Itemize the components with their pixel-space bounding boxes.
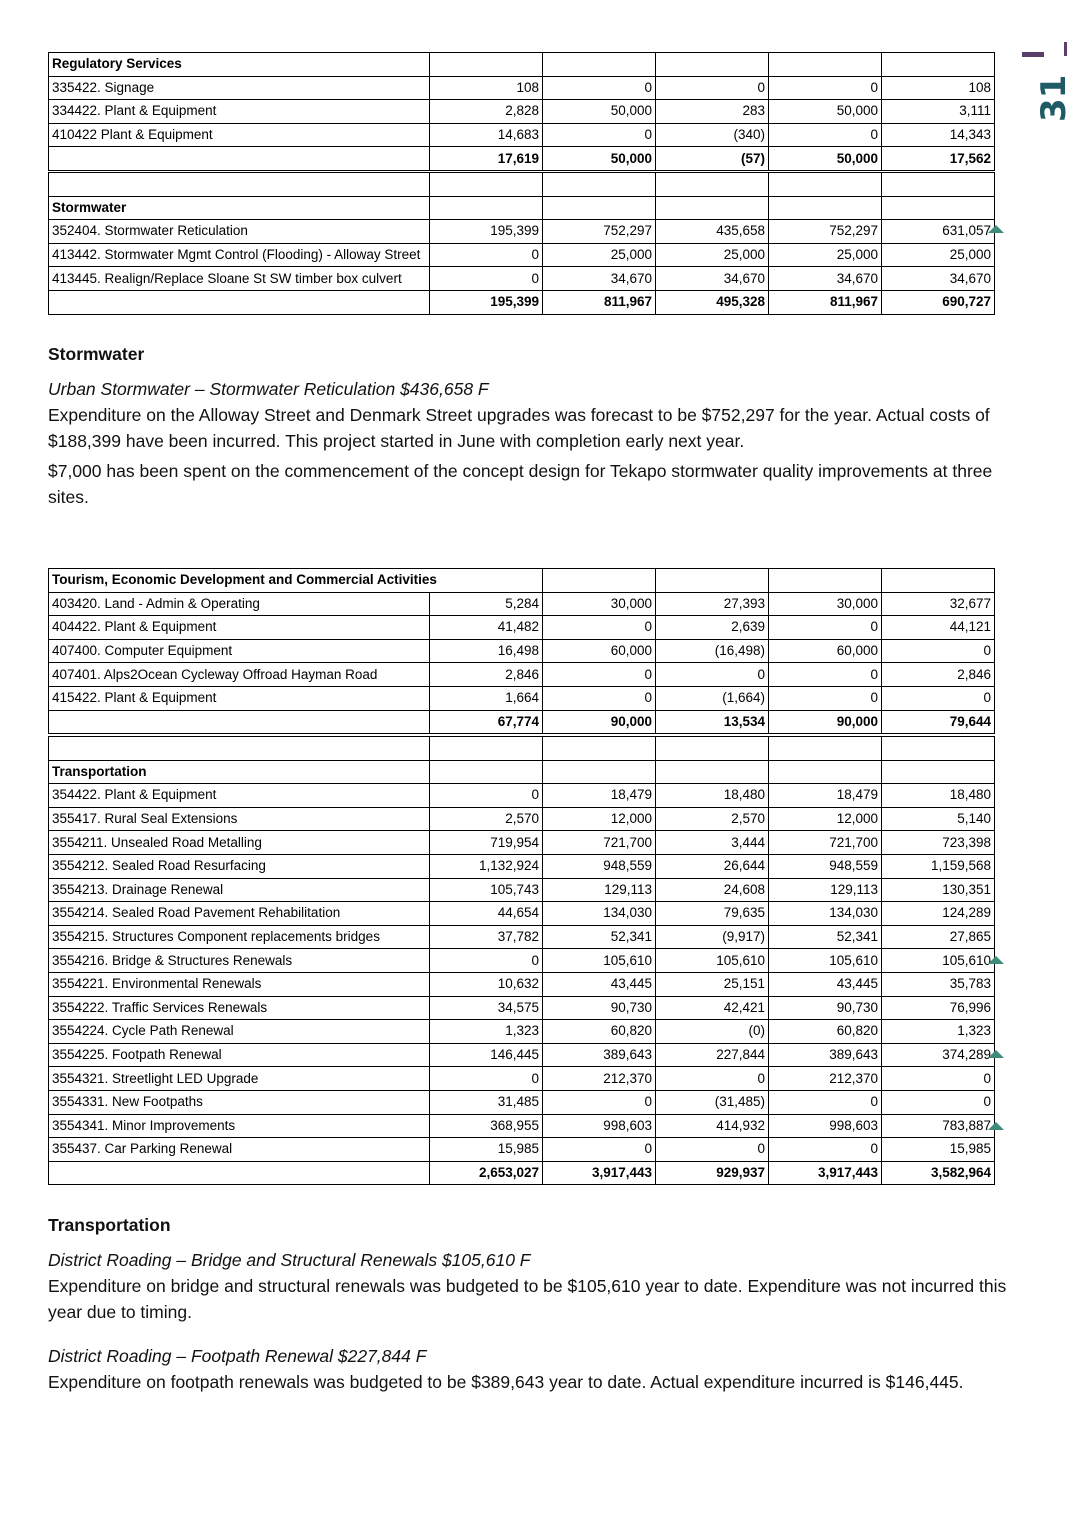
- table-row: [49, 1020, 995, 1044]
- row-label: 413442. Stormwater Mgmt Control (Flooding) - Alloway Street: [49, 243, 430, 267]
- row-label: 3554331. New Footpaths: [49, 1090, 430, 1114]
- table-row: [49, 100, 995, 124]
- row-value: 30,000: [769, 592, 882, 616]
- total-value: 811,967: [543, 290, 656, 314]
- total-row: [49, 1161, 995, 1185]
- total-value: 811,967: [769, 290, 882, 314]
- row-value: 0: [430, 949, 543, 973]
- row-value: 389,643: [543, 1043, 656, 1067]
- row-value: 2,639: [656, 616, 769, 640]
- row-label: 407401. Alps2Ocean Cycleway Offroad Hayman Road: [49, 663, 430, 687]
- row-value: 12,000: [769, 807, 882, 831]
- table-row: [49, 1067, 995, 1091]
- section-header: Regulatory Services: [49, 53, 430, 77]
- row-value: 90,730: [769, 996, 882, 1020]
- row-value: 44,654: [430, 902, 543, 926]
- total-value: 17,562: [882, 147, 995, 171]
- paragraph: Expenditure on footpath renewals was budgeted to be $389,643 year to date. Actual expenditure incurred is $146,445.: [48, 1372, 964, 1392]
- paragraph: $7,000 has been spent on the commencement of the concept design for Tekapo stormwater quality improvements at three sites.: [48, 461, 993, 507]
- row-value: 1,323: [430, 1020, 543, 1044]
- row-value: 14,343: [882, 123, 995, 147]
- row-value: 124,289: [882, 902, 995, 926]
- row-label: 404422. Plant & Equipment: [49, 616, 430, 640]
- table-row: [49, 784, 995, 808]
- row-value: 0: [656, 1138, 769, 1162]
- row-value: 0: [769, 1138, 882, 1162]
- row-label: 3554212. Sealed Road Resurfacing: [49, 854, 430, 878]
- total-row: [49, 147, 995, 171]
- table-header-row: [49, 53, 995, 77]
- row-value: 134,030: [769, 902, 882, 926]
- row-value: 134,030: [543, 902, 656, 926]
- row-value: 43,445: [543, 972, 656, 996]
- row-value: 105,610: [543, 949, 656, 973]
- total-row: [49, 710, 995, 734]
- row-value: 2,846: [882, 663, 995, 687]
- row-value: 129,113: [543, 878, 656, 902]
- row-value: 0: [543, 1138, 656, 1162]
- row-value: (340): [656, 123, 769, 147]
- row-value: 998,603: [769, 1114, 882, 1138]
- row-value: 15,985: [882, 1138, 995, 1162]
- row-label: 3554224. Cycle Path Renewal: [49, 1020, 430, 1044]
- row-value: 25,000: [882, 243, 995, 267]
- row-value: 105,610: [882, 949, 995, 973]
- table-row: [49, 123, 995, 147]
- total-value: 79,644: [882, 710, 995, 734]
- table-row: [49, 1090, 995, 1114]
- favourable-marker-icon: [988, 225, 1004, 233]
- row-value: 52,341: [769, 925, 882, 949]
- section-header: Stormwater: [49, 196, 430, 220]
- row-value: 79,635: [656, 902, 769, 926]
- row-value: 0: [882, 1090, 995, 1114]
- table-row: [49, 76, 995, 100]
- row-value: 0: [543, 1090, 656, 1114]
- row-value: 10,632: [430, 972, 543, 996]
- row-value: 34,670: [769, 267, 882, 291]
- row-value: 948,559: [769, 854, 882, 878]
- row-value: 108: [430, 76, 543, 100]
- transportation-table: [48, 736, 995, 1185]
- stormwater-table: [48, 172, 995, 315]
- tourism-table: [48, 568, 995, 734]
- total-value: (57): [656, 147, 769, 171]
- table-row: [49, 1138, 995, 1162]
- row-label: 3554211. Unsealed Road Metalling: [49, 831, 430, 855]
- table-header-row: [49, 196, 995, 220]
- paragraph: Expenditure on bridge and structural renewals was budgeted to be $105,610 year to date. Expenditure was not incurred this year due to timing.: [48, 1276, 1007, 1322]
- row-value: 60,000: [543, 639, 656, 663]
- row-value: 631,057: [882, 220, 995, 244]
- page-accent-bar-vertical: [1064, 42, 1067, 56]
- row-label: 3554213. Drainage Renewal: [49, 878, 430, 902]
- row-value: 3,444: [656, 831, 769, 855]
- row-value: 0: [543, 123, 656, 147]
- table-row: [49, 267, 995, 291]
- row-value: (31,485): [656, 1090, 769, 1114]
- row-value: 0: [656, 76, 769, 100]
- section-heading: Stormwater: [48, 344, 145, 364]
- row-value: 34,670: [882, 267, 995, 291]
- row-value: 783,887: [882, 1114, 995, 1138]
- row-value: 105,610: [769, 949, 882, 973]
- total-value: 3,917,443: [769, 1161, 882, 1185]
- table-row: [49, 902, 995, 926]
- row-value: 32,677: [882, 592, 995, 616]
- row-value: 374,289: [882, 1043, 995, 1067]
- row-value: 2,570: [430, 807, 543, 831]
- row-value: 721,700: [543, 831, 656, 855]
- total-value: 3,582,964: [882, 1161, 995, 1185]
- row-label: 403420. Land - Admin & Operating: [49, 592, 430, 616]
- row-value: 1,159,568: [882, 854, 995, 878]
- row-value: 14,683: [430, 123, 543, 147]
- row-value: 283: [656, 100, 769, 124]
- row-value: 0: [882, 686, 995, 710]
- row-value: 25,000: [769, 243, 882, 267]
- favourable-marker-icon: [988, 1122, 1004, 1130]
- section-header: Transportation: [49, 760, 430, 784]
- section-subheading: Urban Stormwater – Stormwater Reticulation $436,658 F: [48, 379, 489, 399]
- row-value: 90,730: [543, 996, 656, 1020]
- total-value: 3,917,443: [543, 1161, 656, 1185]
- row-label: 354422. Plant & Equipment: [49, 784, 430, 808]
- row-label: 3554225. Footpath Renewal: [49, 1043, 430, 1067]
- row-label: 3554214. Sealed Road Pavement Rehabilitation: [49, 902, 430, 926]
- row-value: 195,399: [430, 220, 543, 244]
- table-header-row: [49, 760, 995, 784]
- total-row: [49, 290, 995, 314]
- row-value: (9,917): [656, 925, 769, 949]
- row-value: 30,000: [543, 592, 656, 616]
- row-value: 212,370: [769, 1067, 882, 1091]
- row-label: 3554222. Traffic Services Renewals: [49, 996, 430, 1020]
- row-value: 3,111: [882, 100, 995, 124]
- row-label: 335422. Signage: [49, 76, 430, 100]
- row-label: 3554215. Structures Component replacements bridges: [49, 925, 430, 949]
- row-label: 3554221. Environmental Renewals: [49, 972, 430, 996]
- row-value: 18,479: [543, 784, 656, 808]
- table-row: [49, 949, 995, 973]
- row-value: (0): [656, 1020, 769, 1044]
- row-value: 998,603: [543, 1114, 656, 1138]
- row-value: 0: [769, 686, 882, 710]
- total-value: 90,000: [769, 710, 882, 734]
- row-value: 34,670: [543, 267, 656, 291]
- row-value: 719,954: [430, 831, 543, 855]
- row-value: 27,393: [656, 592, 769, 616]
- table-row: [49, 686, 995, 710]
- row-value: 25,151: [656, 972, 769, 996]
- table-row: [49, 878, 995, 902]
- stormwater-commentary: [48, 341, 1018, 510]
- row-value: 948,559: [543, 854, 656, 878]
- row-value: 0: [543, 616, 656, 640]
- row-value: 108: [882, 76, 995, 100]
- row-label: 3554216. Bridge & Structures Renewals: [49, 949, 430, 973]
- row-value: 0: [769, 663, 882, 687]
- row-value: 60,820: [769, 1020, 882, 1044]
- row-value: 227,844: [656, 1043, 769, 1067]
- row-value: 26,644: [656, 854, 769, 878]
- row-value: 18,479: [769, 784, 882, 808]
- row-value: 0: [430, 267, 543, 291]
- row-value: 0: [543, 686, 656, 710]
- row-value: 105,610: [656, 949, 769, 973]
- row-value: 368,955: [430, 1114, 543, 1138]
- row-value: 76,996: [882, 996, 995, 1020]
- table-row: [49, 220, 995, 244]
- row-value: 435,658: [656, 220, 769, 244]
- total-value: 50,000: [769, 147, 882, 171]
- row-value: 60,000: [769, 639, 882, 663]
- table-row: [49, 925, 995, 949]
- row-value: 37,782: [430, 925, 543, 949]
- row-value: 34,575: [430, 996, 543, 1020]
- table-row: [49, 807, 995, 831]
- table-row: [49, 663, 995, 687]
- row-value: 18,480: [882, 784, 995, 808]
- row-value: 2,846: [430, 663, 543, 687]
- row-value: 60,820: [543, 1020, 656, 1044]
- row-value: 18,480: [656, 784, 769, 808]
- row-label: 415422. Plant & Equipment: [49, 686, 430, 710]
- total-value: 195,399: [430, 290, 543, 314]
- row-value: 52,341: [543, 925, 656, 949]
- row-value: 25,000: [656, 243, 769, 267]
- row-value: 5,284: [430, 592, 543, 616]
- total-value: 690,727: [882, 290, 995, 314]
- regulatory-services-table: [48, 52, 995, 171]
- row-value: 24,608: [656, 878, 769, 902]
- row-value: 752,297: [543, 220, 656, 244]
- row-value: 0: [543, 663, 656, 687]
- table-row: [49, 592, 995, 616]
- row-value: 25,000: [543, 243, 656, 267]
- row-value: 42,421: [656, 996, 769, 1020]
- row-value: 723,398: [882, 831, 995, 855]
- total-value: 2,653,027: [430, 1161, 543, 1185]
- row-value: 0: [769, 123, 882, 147]
- row-value: 5,140: [882, 807, 995, 831]
- row-label: 410422 Plant & Equipment: [49, 123, 430, 147]
- row-value: 50,000: [543, 100, 656, 124]
- row-label: 3554321. Streetlight LED Upgrade: [49, 1067, 430, 1091]
- row-value: 35,783: [882, 972, 995, 996]
- row-value: 2,828: [430, 100, 543, 124]
- row-value: 105,743: [430, 878, 543, 902]
- spacer-row: [49, 173, 995, 197]
- row-value: 2,570: [656, 807, 769, 831]
- total-value: 17,619: [430, 147, 543, 171]
- table-row: [49, 639, 995, 663]
- section-subheading: District Roading – Bridge and Structural Renewals $105,610 F: [48, 1250, 531, 1270]
- favourable-marker-icon: [988, 1050, 1004, 1058]
- total-value: 495,328: [656, 290, 769, 314]
- row-value: 1,664: [430, 686, 543, 710]
- section-header: Tourism, Economic Development and Commercial Activities: [49, 569, 543, 593]
- row-value: 212,370: [543, 1067, 656, 1091]
- row-value: 50,000: [769, 100, 882, 124]
- total-value: 929,937: [656, 1161, 769, 1185]
- row-value: 129,113: [769, 878, 882, 902]
- table-row: [49, 1114, 995, 1138]
- table-row: [49, 243, 995, 267]
- row-label: 352404. Stormwater Reticulation: [49, 220, 430, 244]
- paragraph: Expenditure on the Alloway Street and Denmark Street upgrades was forecast to be $752,297 for the year. Actual costs of $188,399 have been incurred. This project started in June with completion early next year.: [48, 405, 990, 451]
- table-row: [49, 996, 995, 1020]
- row-value: 0: [430, 784, 543, 808]
- row-value: 12,000: [543, 807, 656, 831]
- favourable-marker-icon: [988, 956, 1004, 964]
- row-value: 44,121: [882, 616, 995, 640]
- row-value: 0: [656, 663, 769, 687]
- spacer-row: [49, 737, 995, 761]
- row-value: 31,485: [430, 1090, 543, 1114]
- row-value: 0: [769, 1090, 882, 1114]
- row-value: 389,643: [769, 1043, 882, 1067]
- total-value: 50,000: [543, 147, 656, 171]
- row-label: 355417. Rural Seal Extensions: [49, 807, 430, 831]
- page-number: 31: [1034, 74, 1074, 122]
- total-value: 90,000: [543, 710, 656, 734]
- table-row: [49, 854, 995, 878]
- row-value: 721,700: [769, 831, 882, 855]
- section-heading: Transportation: [48, 1215, 171, 1235]
- row-label: 3554341. Minor Improvements: [49, 1114, 430, 1138]
- row-value: 0: [543, 76, 656, 100]
- row-label: 355437. Car Parking Renewal: [49, 1138, 430, 1162]
- section-subheading: District Roading – Footpath Renewal $227,844 F: [48, 1346, 427, 1366]
- row-label: 334422. Plant & Equipment: [49, 100, 430, 124]
- row-value: 146,445: [430, 1043, 543, 1067]
- table-row: [49, 1043, 995, 1067]
- row-value: 1,132,924: [430, 854, 543, 878]
- row-value: 0: [882, 639, 995, 663]
- total-value: 13,534: [656, 710, 769, 734]
- row-value: 0: [769, 76, 882, 100]
- row-value: 15,985: [430, 1138, 543, 1162]
- row-value: (1,664): [656, 686, 769, 710]
- row-value: (16,498): [656, 639, 769, 663]
- row-value: 34,670: [656, 267, 769, 291]
- table-header-row: [49, 569, 995, 593]
- row-value: 0: [430, 243, 543, 267]
- row-value: 752,297: [769, 220, 882, 244]
- row-value: 414,932: [656, 1114, 769, 1138]
- page-accent-bar: [1022, 52, 1044, 57]
- row-label: 407400. Computer Equipment: [49, 639, 430, 663]
- row-label: 413445. Realign/Replace Sloane St SW timber box culvert: [49, 267, 430, 291]
- table-row: [49, 616, 995, 640]
- transportation-commentary: [48, 1212, 1018, 1395]
- row-value: 0: [882, 1067, 995, 1091]
- row-value: 27,865: [882, 925, 995, 949]
- row-value: 0: [769, 616, 882, 640]
- row-value: 1,323: [882, 1020, 995, 1044]
- row-value: 16,498: [430, 639, 543, 663]
- table-row: [49, 972, 995, 996]
- row-value: 130,351: [882, 878, 995, 902]
- row-value: 0: [430, 1067, 543, 1091]
- row-value: 43,445: [769, 972, 882, 996]
- row-value: 41,482: [430, 616, 543, 640]
- row-value: 0: [656, 1067, 769, 1091]
- table-row: [49, 831, 995, 855]
- total-value: 67,774: [430, 710, 543, 734]
